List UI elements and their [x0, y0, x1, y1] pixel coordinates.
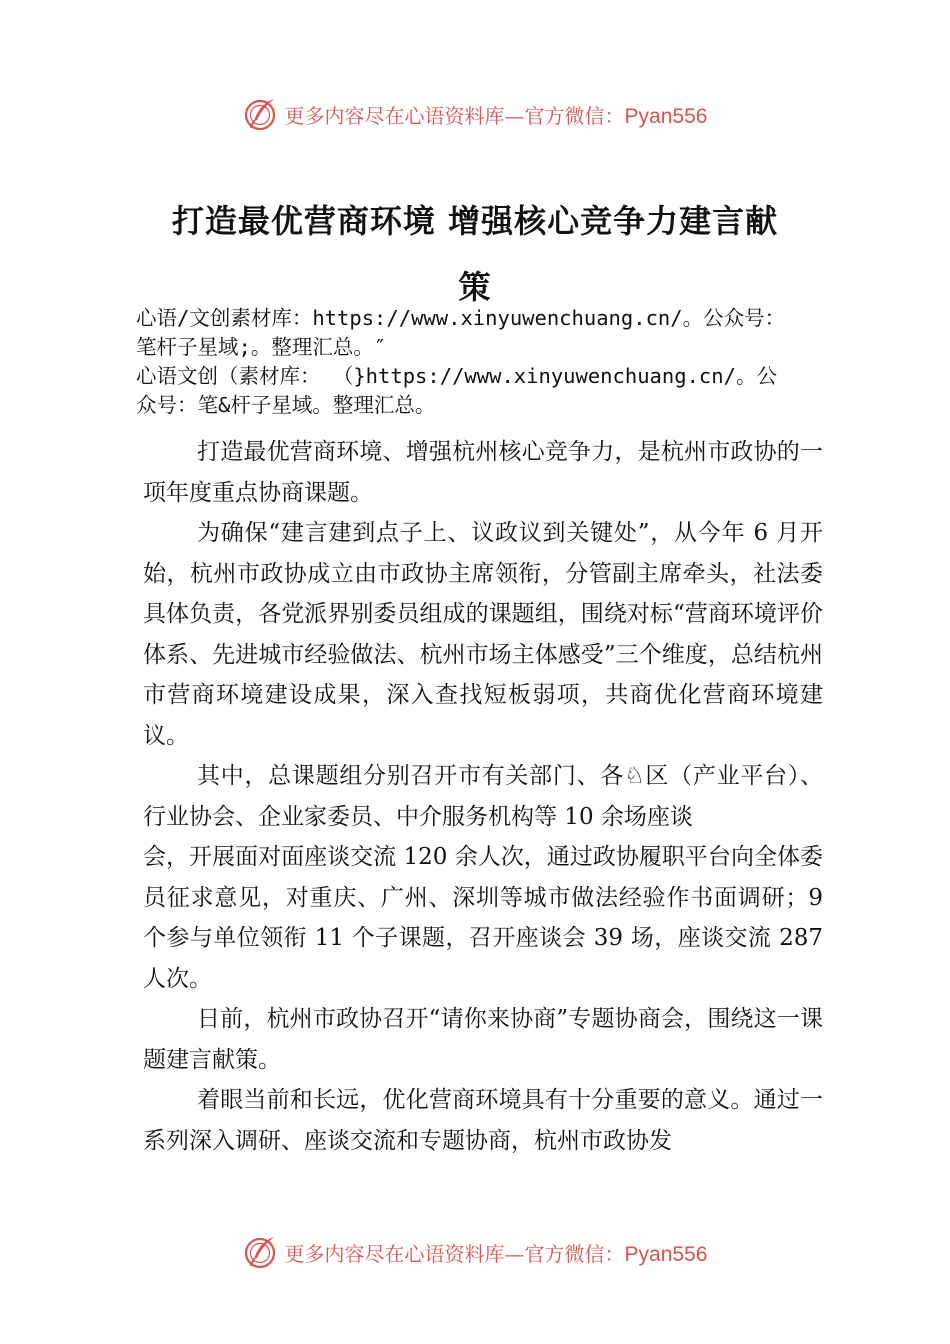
- quill-pen-logo-icon: [243, 1234, 279, 1270]
- title-line-1: 打造最优营商环境 增强核心竞争力建言献: [171, 202, 779, 240]
- source-notes: [136, 304, 866, 420]
- wechat-id: Pyan556: [624, 104, 708, 128]
- document-title: [120, 188, 830, 320]
- body-paragraph: 打造最优营商环境、增强杭州核心竞争力，是杭州市政协的一项年度重点协商课题。: [143, 439, 823, 506]
- header-banner-text: 更多内容尽在心语资料库—官方微信：Pyan556: [284, 103, 708, 128]
- footer-banner: [0, 1230, 950, 1274]
- document-body: [143, 432, 823, 1161]
- source-note-line: 心语文创（素材库： （}https://www.xinyuwenchuang.cn/。公: [136, 364, 777, 388]
- source-note-line: 众号：笔&杆子星域。整理汇总。: [136, 393, 436, 417]
- body-paragraph: 会，开展面对面座谈交流 120 余人次，通过政协履职平台向全体委员征求意见，对重庆、广州、深圳等城市做法经验作书面调研；9 个参与单位领衔 11 个子课题，召开座谈会 39 场，座谈交流 287 人次。: [143, 844, 823, 992]
- title-line-2: 策: [458, 268, 492, 306]
- body-paragraph: 其中，总课题组分别召开市有关部门、各♘区（产业平台）、行业协会、企业家委员、中介服务机构等 10 余场座谈: [143, 763, 823, 830]
- body-paragraph: 为确保“建言建到点子上、议政议到关键处”，从今年 6 月开始，杭州市政协成立由市政协主席领衔，分管副主席牵头，社法委具体负责，各党派界别委员组成的课题组，围绕对标“营商环境评价体系、先进城市经验做法、杭州市场主体感受”三个维度，总结杭州市营商环境建设成果，深入查找短板弱项，共商优化营商环境建议。: [143, 520, 823, 749]
- body-paragraph: 着眼当前和长远，优化营商环境具有十分重要的意义。通过一系列深入调研、座谈交流和专题协商，杭州市政协发: [143, 1087, 823, 1154]
- header-banner: [0, 92, 950, 136]
- source-note-line: 笔杆子星域;。整理汇总。″: [136, 335, 387, 359]
- body-paragraph: 日前，杭州市政协召开“请你来协商”专题协商会，围绕这一课题建言献策。: [143, 1006, 823, 1073]
- wechat-id: Pyan556: [624, 1242, 708, 1266]
- footer-banner-text: 更多内容尽在心语资料库—官方微信：Pyan556: [284, 1241, 708, 1266]
- source-note-line: 心语/文创素材库：https://www.xinyuwenchuang.cn/。公众号：: [136, 306, 786, 330]
- quill-pen-logo-icon: [243, 96, 279, 132]
